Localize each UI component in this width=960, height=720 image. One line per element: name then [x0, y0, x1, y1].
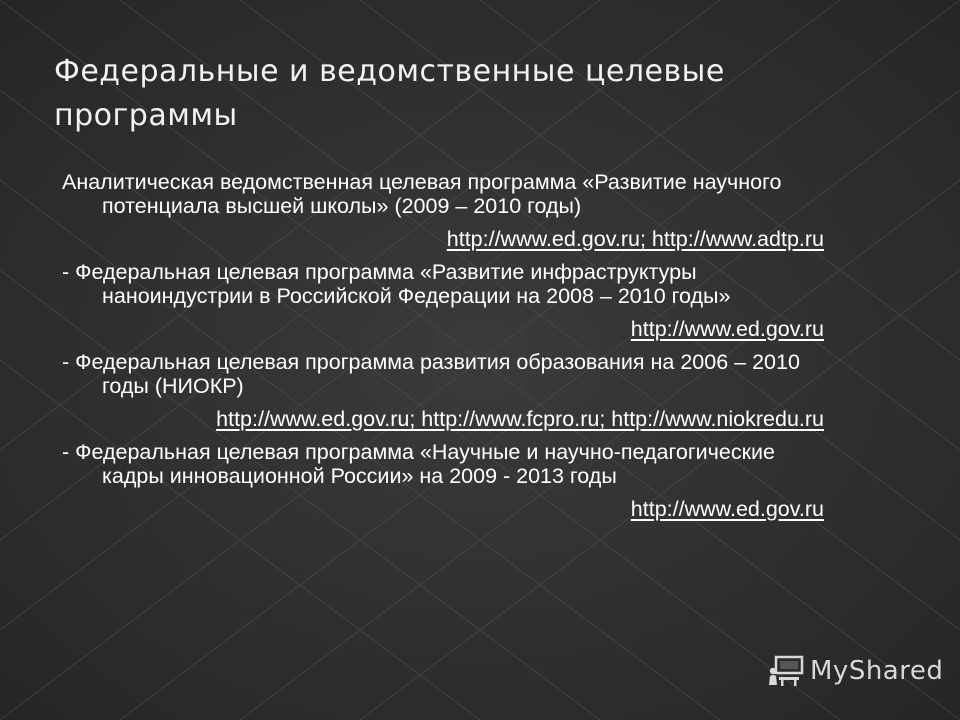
program-item-1-link[interactable]: http://www.ed.gov.ru; http://www.adtp.ru	[446, 227, 824, 251]
watermark-brand: MyShared	[810, 656, 944, 686]
program-item-1-links	[62, 227, 824, 251]
program-item-3-links	[62, 407, 824, 431]
program-item-4-link[interactable]: http://www.ed.gov.ru	[630, 497, 824, 521]
program-item-1: Аналитическая ведомственная целевая программа «Развитие научного потенциала высшей школы» (2009 – 2010 годы)	[62, 170, 782, 218]
program-item-4: - Федеральная целевая программа «Научные и научно-педагогические кадры инновационной России» на 2009 - 2013 годы	[62, 440, 775, 488]
program-item-2-links	[62, 317, 824, 341]
program-item-2: - Федеральная целевая программа «Развитие инфраструктуры наноиндустрии в Российской Федерации на 2008 – 2010 годы»	[62, 260, 731, 308]
program-item-3-link[interactable]: http://www.ed.gov.ru; http://www.fcpro.ru; http://www.niokredu.ru	[216, 407, 824, 431]
program-item-3: - Федеральная целевая программа развития образования на 2006 – 2010 годы (НИОКР)	[62, 350, 800, 398]
slide-content	[62, 170, 824, 530]
program-item-4-links	[62, 497, 824, 521]
classroom-icon	[768, 655, 806, 687]
program-item-2-link[interactable]: http://www.ed.gov.ru	[630, 317, 824, 341]
watermark-logo	[768, 655, 943, 687]
slide-title: Федеральные и ведомственные целевые программы	[54, 54, 725, 133]
